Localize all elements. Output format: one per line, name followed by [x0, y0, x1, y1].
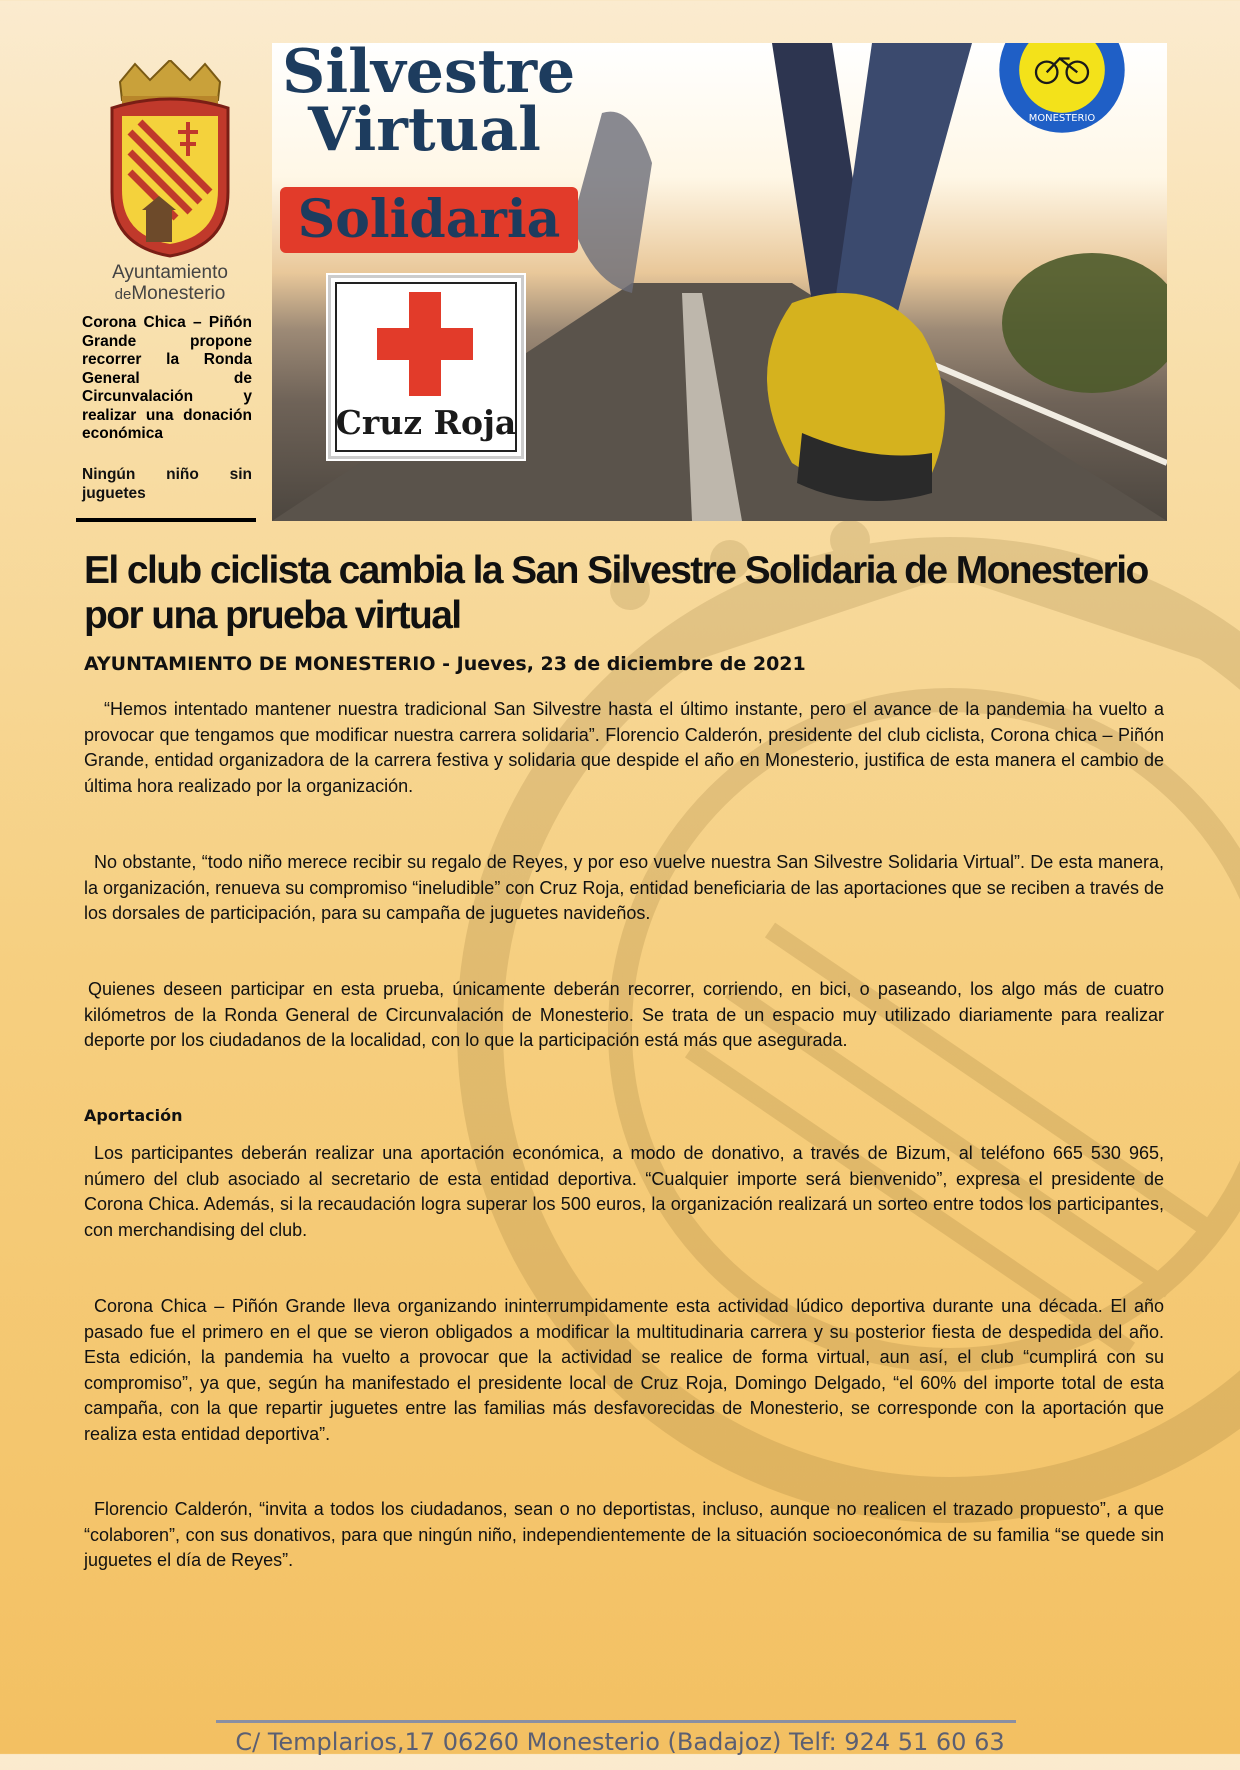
cycling-club-badge [977, 43, 1147, 135]
hero-poster-image [272, 43, 1167, 521]
sidebar-summary: Corona Chica – Piñón Grande propone recorrer la Ronda General de Circunvalación y realizar una donación económica [82, 314, 252, 442]
hero-title-solidaria: Solidaria [280, 187, 578, 253]
article-paragraph-4: Los participantes deberán realizar una aportación económica, a modo de donativo, a través de Bizum, al teléfono 665 530 965, número del club asociado al secretario de esta entidad deportiva. “Cualquier importe será bienvenido”, expresa el presidente de Corona Chica. Además, si la recaudación logra superar los 500 euros, la organización realizará un sorteo entre todos los participantes, con merchandising del club. [84, 1143, 1164, 1240]
red-cross-icon [377, 292, 473, 396]
byline-source: AYUNTAMIENTO DE MONESTERIO [84, 653, 436, 675]
article-headline: El club ciclista cambia la San Silvestre Solidaria de Monesterio por una prueba virtual [84, 549, 1148, 637]
article-paragraph-2: No obstante, “todo niño merece recibir su regalo de Reyes, y por eso vuelve nuestra San Silvestre Solidaria Virtual”. De esta manera, la organización, renueva su compromiso “ineludible” con Cruz Roja, entidad beneficiaria de las aportaciones que se reciben a través de los dorsales de participación, para su campaña de juguetes navideños. [84, 852, 1164, 924]
red-cross-logo [328, 275, 524, 459]
council-name-town: Monesterio [131, 283, 226, 304]
council-name-de: de [114, 286, 132, 303]
council-name [82, 262, 258, 305]
sidebar-summary-2: Ningún niño sin juguetes [82, 466, 252, 502]
byline-date: Jueves, 23 de diciembre de 2021 [456, 653, 806, 675]
hero-title [282, 43, 576, 165]
section-subheading: Aportación [84, 1106, 183, 1125]
article-paragraph-3: Quienes deseen participar en esta prueba, únicamente deberán recorrer, corriendo, en bici, o paseando, los algo más de cuatro kilómetros de la Ronda General de Circunvalación de Monesterio. Se trata de un espacio muy utilizado diariamente para realizar deporte por los ciudadanos de la localidad, con lo que la participación está más que asegurada. [84, 979, 1164, 1051]
footer-divider [216, 1720, 1016, 1723]
article-paragraph-1: “Hemos intentado mantener nuestra tradicional San Silvestre hasta el último instante, pero el avance de la pandemia ha vuelto a provocar que tengamos que modificar nuestra carrera solidaria”. Florencio Calderón, presidente del club ciclista, Corona chica – Piñón Grande, entidad organizadora de la carrera festiva y solidaria que despide el año en Monesterio, justifica de esta manera el cambio de última hora realizado por la organización. [84, 699, 1164, 796]
council-name-prefix: Ayuntamiento [112, 262, 228, 283]
red-cross-label: Cruz Roja [335, 403, 517, 442]
byline-separator: - [435, 653, 457, 675]
council-crest-logo [100, 60, 240, 260]
article-byline [84, 652, 1164, 676]
hero-title-line2: Virtual [308, 95, 541, 165]
footer-address: C/ Templarios,17 06260 Monesterio (Badajoz) Telf: 924 51 60 63 [235, 1728, 1005, 1756]
badge-text: MONESTERIO [1028, 113, 1096, 125]
sidebar-divider [76, 518, 256, 522]
hero-title-line1: Silvestre [282, 43, 576, 107]
article-paragraph-5: Corona Chica – Piñón Grande lleva organizando ininterrumpidamente esta actividad lúdico deportiva durante una década. El año pasado fue el primero en el que se vieron obligados a modificar la multitudinaria carrera y su posterior fiesta de despedida del año. Esta edición, la pandemia ha vuelto a provocar que la actividad se realice de forma virtual, aun así, el club “cumplirá con su compromiso”, ya que, según ha manifestado el presidente local de Cruz Roja, Domingo Delgado, “el 60% del importe total de esta campaña, con la que repartir juguetes entre las familias más desfavorecidas de Monesterio, se corresponde con la aportación que realiza esta entidad deportiva”. [84, 1296, 1164, 1444]
article-paragraph-6: Florencio Calderón, “invita a todos los ciudadanos, sean o no deportistas, incluso, aunque no realicen el trazado propuesto”, a que “colaboren”, con sus donativos, para que ningún niño, independientemente de la situación socioeconómica de su familia “se quede sin juguetes el día de Reyes”. [84, 1499, 1164, 1571]
